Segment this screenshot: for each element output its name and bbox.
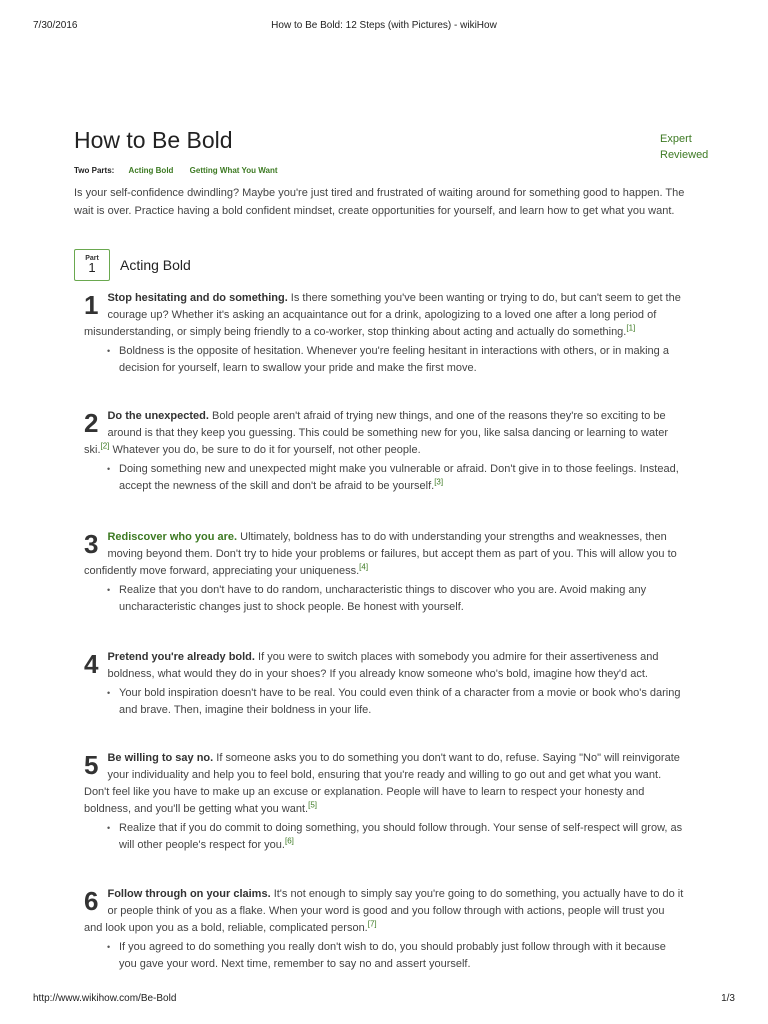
step-heading[interactable]: Rediscover who you are.	[107, 531, 238, 543]
step-heading: Be willing to say no.	[107, 752, 214, 764]
step-heading: Stop hesitating and do something.	[107, 292, 288, 304]
step-bullets	[84, 461, 684, 495]
step-text	[84, 886, 684, 937]
step-6	[84, 886, 684, 973]
step-body-continued: Whatever you do, be sure to do it for yourself, not other people.	[109, 444, 421, 456]
step-body: It's not enough to simply say you're going to do something, you actually have to do it or people think of you as a flake. When your word is good and you follow through with actions, people will trust you and look upon you as a bold, reliable, complicated person.	[84, 888, 684, 934]
step-1	[84, 290, 684, 377]
print-url: http://www.wikihow.com/Be-Bold	[33, 993, 177, 1004]
step-number: 4	[84, 649, 99, 679]
step-5	[84, 750, 684, 854]
part-badge-label: Part	[85, 255, 99, 262]
part-badge	[74, 249, 110, 281]
step-text	[84, 408, 684, 459]
step-body: If you were to switch places with somebody you admire for their assertiveness and boldness, what would they do in your shoes? If you already know someone who's bold, imagine how they'd act.	[107, 651, 659, 680]
bullet-text: If you agreed to do something you really don't wish to do, you should probably just follow through with it because you gave your word. Next time, remember to say no and assert yourself.	[119, 941, 666, 970]
step-reference[interactable]: [5]	[308, 800, 317, 810]
bullet-text: Your bold inspiration doesn't have to be real. You could even think of a character from a movie or book who's daring and brave. Then, imagine their boldness in your life.	[119, 687, 681, 716]
part-link-acting-bold[interactable]: Acting Bold	[128, 166, 174, 175]
step-reference[interactable]: [2]	[100, 441, 110, 451]
step-bullet	[119, 685, 684, 719]
expert-label: Expert	[660, 133, 692, 145]
step-body: Ultimately, boldness has to do with understanding your strengths and weaknesses, then moving beyond them. Don't try to hide your problems or failures, but accept them as part of you. This will allow you to confidently move forward, appreciating your uniqueness.	[84, 531, 677, 577]
step-reference[interactable]: [1]	[626, 323, 636, 333]
bullet-text: Doing something new and unexpected might make you vulnerable or afraid. Don't give in to those feelings. Instead, accept the newness of the skill and don't be afraid to be yourself.	[119, 463, 679, 492]
print-date: 7/30/2016	[33, 20, 78, 31]
step-reference[interactable]: [7]	[367, 919, 377, 929]
reviewed-label: Reviewed	[660, 149, 709, 161]
step-bullets	[84, 939, 684, 973]
parts-nav	[74, 166, 292, 175]
step-number: 6	[84, 886, 99, 916]
bullet-text: Realize that you don't have to do random, uncharacteristic things to discover who you are. Avoid making any uncharacteristic changes just to shock people. Be honest with yourself.	[119, 584, 647, 613]
part-badge-number: 1	[88, 260, 96, 275]
step-body: Bold people aren't afraid of trying new things, and one of the reasons they're so exciting to be around is that they keep you guessing. This could be something new for you, like salsa dancing or learning to water ski.	[84, 410, 668, 456]
step-bullet	[119, 343, 684, 377]
step-bullets	[84, 820, 684, 854]
step-2	[84, 408, 684, 495]
step-reference[interactable]: [4]	[359, 562, 369, 572]
step-text	[84, 529, 684, 580]
bullet-reference[interactable]: [6]	[284, 836, 294, 846]
print-page-number: 1/3	[721, 993, 735, 1004]
step-bullet	[119, 582, 684, 616]
bullet-text: Realize that if you do commit to doing something, you should follow through. Your sense of self-respect will grow, as will other people's respect for you.	[119, 822, 683, 851]
parts-label: Two Parts:	[74, 166, 115, 175]
step-3	[84, 529, 684, 616]
step-number: 5	[84, 750, 99, 780]
print-page-title: How to Be Bold: 12 Steps (with Pictures) - wikiHow	[271, 20, 497, 31]
part-link-getting-what-you-want[interactable]: Getting What You Want	[189, 166, 278, 175]
bullet-text: Boldness is the opposite of hesitation. Whenever you're feeling hesitant in interactions with others, or in making a decision for yourself, learn to swallow your pride and make the first move.	[119, 345, 669, 374]
article-title: How to Be Bold	[74, 127, 233, 153]
step-heading: Pretend you're already bold.	[107, 651, 255, 663]
bullet-reference[interactable]: [3]	[434, 477, 444, 487]
step-body: If someone asks you to do something you don't want to do, refuse. Saying "No" will reinvigorate your individuality and help you to feel bold, ensuring that you're ready and willing to go out and get what you want. Don't feel like you have to make up an excuse or explanation. People will have to learn to respect your honesty and boldness, and you'll be getting what you want.	[84, 752, 680, 815]
step-text	[84, 750, 684, 818]
step-number: 1	[84, 290, 99, 320]
part-title: Acting Bold	[120, 257, 191, 273]
step-bullet	[119, 461, 684, 495]
step-text	[84, 649, 684, 683]
expert-reviewed-badge[interactable]	[660, 131, 708, 163]
step-body: Is there something you've been wanting or trying to do, but can't seem to get the courage up? Whether it's asking an acquaintance out for a drink, apologizing to a loved one after a long period of misunderstanding, or simply being friendly to a co-worker, stop thinking about acting and actually do something.	[84, 292, 681, 338]
step-bullets	[84, 685, 684, 719]
step-number: 2	[84, 408, 99, 438]
step-heading: Do the unexpected.	[107, 410, 209, 422]
step-bullets	[84, 582, 684, 616]
step-heading: Follow through on your claims.	[107, 888, 271, 900]
step-bullet	[119, 939, 684, 973]
step-4	[84, 649, 684, 719]
step-bullets	[84, 343, 684, 377]
article-intro: Is your self-confidence dwindling? Maybe you're just tired and frustrated of waiting around for something good to happen. The wait is over. Practice having a bold confident mindset, create opportunities for yourself, and learn how to get what you want.	[74, 187, 685, 217]
step-bullet	[119, 820, 684, 854]
step-number: 3	[84, 529, 99, 559]
step-text	[84, 290, 684, 341]
